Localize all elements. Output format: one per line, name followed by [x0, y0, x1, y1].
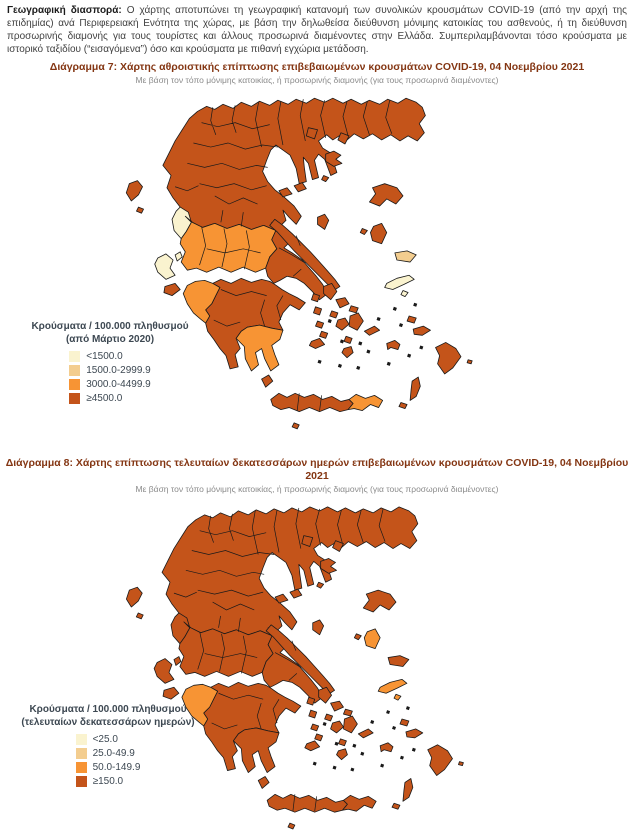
ikaria-region [378, 679, 407, 693]
legend-item [69, 363, 151, 377]
legend-item [76, 774, 141, 788]
santorini-region [337, 749, 348, 760]
serifos-region [311, 724, 319, 731]
kastellorizo-region [467, 360, 472, 364]
karpathos-region [410, 377, 420, 400]
intro-text: Ο χάρτης αποτυπώνει τη γεωγραφική κατανομή των συνολικών κρουσμάτων COVID-19 (από την αρχή της επιδημίας) ανά Περιφερειακή Ενότητα της χώρας, με βάση την δηλωθείσα διεύθυνση μόνιμης κατοικίας του ασθενούς, ή τη διεύθυνση προσωρινής διαμονής για τους τουρίστες και άλλους προσωρινά διαμένοντες στην Ελλάδα. Συμπεριλαμβάνονται τόσο κρούσματα με ιστορικό ταξιδίου (“εισαγόμενα”) όσο και κρούσματα με πιθανή εγχώρια μετάδοση. [7, 5, 627, 55]
crete-west-region [267, 794, 347, 812]
astypalea-region [380, 743, 393, 752]
figure7-legend [8, 321, 212, 405]
kythnos-region [313, 307, 321, 315]
legend-label: <1500.0 [86, 350, 123, 362]
legend-label: 3000.0-4499.9 [86, 378, 151, 390]
kos-region [406, 729, 423, 738]
tinos-region [331, 701, 344, 711]
figure8-caption [0, 457, 634, 494]
laconia-region [236, 325, 283, 371]
intro-paragraph [7, 4, 627, 56]
crete-west-region [271, 393, 353, 411]
ikaria-region [385, 275, 415, 289]
santorini-region [342, 347, 353, 358]
kythira-region [258, 777, 269, 789]
figure7-map-area [0, 85, 634, 457]
kasos-region [399, 402, 407, 408]
legend-label: ≥150.0 [92, 775, 124, 787]
zakynthos-region [164, 283, 180, 295]
legend-label: <25.0 [92, 733, 118, 745]
karpathos-region [403, 778, 413, 801]
paros-region [336, 318, 349, 330]
alonnisos-region [294, 183, 306, 192]
paros-region [331, 721, 344, 733]
naxos-region [343, 716, 357, 733]
mykonos-region [343, 709, 352, 716]
astypalea-region [387, 340, 400, 349]
sifnos-region [315, 734, 323, 741]
legend-swatch [76, 762, 87, 773]
figure7-caption [0, 61, 634, 85]
legend-item [69, 377, 151, 391]
kea-region [311, 294, 319, 302]
paxoi-region [136, 207, 143, 213]
fourni-region [394, 694, 401, 700]
mykonos-region [349, 306, 358, 313]
serifos-region [316, 321, 324, 328]
chios-region [370, 223, 386, 243]
legend-label: 25.0-49.9 [92, 747, 135, 759]
figure7-title: Διάγραμμα 7: Χάρτης αθροιστικής επίπτωσης επιβεβαιωμένων κρουσμάτων COVID-19, 04 Νοεμβρίου 2021 [49, 61, 585, 73]
kea-region [307, 697, 315, 705]
legend-item [69, 349, 151, 363]
figure8-title: Διάγραμμα 8: Χάρτης επίπτωσης τελευταίων δεκατεσσάρων ημερών επιβεβαιωμένων κρουσμάτων COVID-19, 04 Νοεμβρίου 2021 [5, 457, 629, 482]
kalymnos-region [407, 316, 416, 323]
sifnos-region [320, 331, 328, 338]
psara-region [360, 228, 367, 234]
legend-title-line1: Κρούσματα / 100.000 πληθυσμού [29, 704, 187, 715]
legend-swatch [69, 379, 80, 390]
naxos-region [349, 313, 363, 330]
figure8-subtitle: Με βάση τον τόπο μόνιμης κατοικίας, ή προσωρινής διαμονής (για τους προσωρινά διαμένοντες) [135, 484, 499, 494]
figure-7 [0, 61, 634, 457]
lasithi-region [342, 795, 376, 811]
agios-efstratios-region [322, 176, 329, 182]
milos-region [305, 741, 320, 751]
legend-swatch [76, 748, 87, 759]
kastellorizo-region [458, 762, 463, 766]
kasos-region [392, 803, 400, 809]
laconia-region [233, 728, 279, 773]
legend-title-line1: Κρούσματα / 100.000 πληθυσμού [31, 321, 189, 332]
kalymnos-region [400, 719, 409, 726]
zakynthos-region [163, 687, 179, 699]
gavdos-region [292, 423, 299, 429]
kefalonia-region [154, 659, 174, 684]
milos-region [309, 338, 324, 348]
lesbos-region [363, 590, 396, 612]
legend-items [76, 732, 141, 788]
legend-swatch [69, 393, 80, 404]
rhodes-region [436, 342, 461, 374]
tinos-region [336, 298, 349, 308]
figure7-subtitle: Με βάση τον τόπο μόνιμης κατοικίας, ή προσωρινής διαμονής (για τους προσωρινά διαμένοντες) [135, 75, 499, 85]
syros-region [325, 714, 333, 721]
corfu-region [126, 587, 142, 607]
ithaki-region [175, 252, 182, 261]
ios-region [339, 739, 347, 746]
syros-region [330, 311, 338, 318]
legend-item [76, 760, 141, 774]
lasithi-region [348, 394, 383, 410]
legend-swatch [76, 734, 87, 745]
corfu-region [126, 181, 142, 201]
legend-item [76, 746, 141, 760]
report-page [0, 4, 634, 834]
legend-swatch [76, 776, 87, 787]
fourni-region [401, 291, 408, 297]
skyros-region [313, 620, 324, 635]
amorgos-region [364, 326, 379, 335]
figure-8 [0, 457, 634, 834]
chios-region [364, 629, 380, 649]
legend-label: 50.0-149.9 [92, 761, 141, 773]
legend-item [76, 732, 141, 746]
legend-swatch [69, 351, 80, 362]
alonnisos-region [290, 589, 302, 598]
intro-lead: Γεωγραφική διασπορά: [7, 5, 122, 16]
ithaki-region [174, 657, 181, 666]
skyros-region [318, 214, 329, 229]
kefalonia-region [155, 254, 175, 279]
samos-region [388, 656, 409, 667]
lesbos-region [369, 184, 403, 206]
ios-region [344, 336, 352, 343]
kos-region [413, 326, 430, 335]
legend-title-line2: (από Μάρτιο 2020) [65, 333, 155, 345]
psara-region [354, 634, 361, 640]
legend-items [69, 349, 151, 405]
legend-item [69, 391, 151, 405]
figure8-legend [0, 704, 216, 788]
paxoi-region [136, 613, 143, 619]
samos-region [395, 251, 416, 262]
amorgos-region [358, 729, 373, 738]
kythnos-region [309, 710, 317, 718]
legend-swatch [69, 365, 80, 376]
agios-efstratios-region [317, 582, 324, 588]
legend-label: 1500.0-2999.9 [86, 364, 151, 376]
figure8-map-area [0, 494, 634, 834]
legend-title-line2: (τελευταίων δεκατεσσάρων ημερών) [21, 716, 195, 728]
rhodes-region [428, 745, 453, 776]
legend-label: ≥4500.0 [86, 392, 123, 404]
kythira-region [262, 375, 273, 387]
